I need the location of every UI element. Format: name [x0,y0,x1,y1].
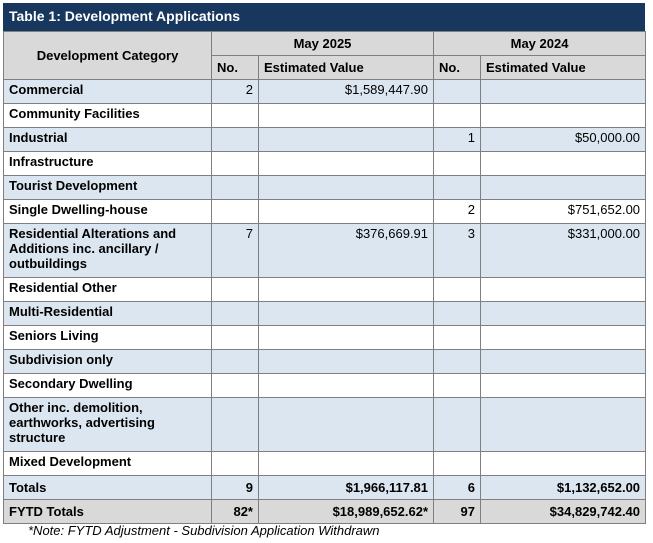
table-row [4,80,646,104]
row-no-2024 [434,374,481,398]
row-no-2025: 2 [212,80,259,104]
header-development-category: Development Category [4,32,212,80]
row-no-2024 [434,350,481,374]
row-category: Infrastructure [4,152,212,176]
row-value-2025 [259,452,434,476]
row-no-2024 [434,452,481,476]
row-no-2025 [212,278,259,302]
row-no-2025 [212,128,259,152]
row-category: Seniors Living [4,326,212,350]
table-title: Table 1: Development Applications [3,3,645,31]
fytd-no-2025: 82* [212,500,259,524]
table-row [4,278,646,302]
row-value-2024 [481,326,646,350]
totals-value-2024: $1,132,652.00 [481,476,646,500]
row-value-2025 [259,374,434,398]
row-no-2024 [434,104,481,128]
row-value-2024 [481,104,646,128]
row-no-2024 [434,80,481,104]
row-no-2024 [434,152,481,176]
header-period-may-2024: May 2024 [434,32,646,56]
row-no-2025 [212,176,259,200]
row-value-2024: $331,000.00 [481,224,646,278]
row-value-2025 [259,128,434,152]
row-value-2024 [481,452,646,476]
fytd-value-2025: $18,989,652.62* [259,500,434,524]
row-value-2024 [481,398,646,452]
row-no-2024 [434,326,481,350]
row-no-2024 [434,176,481,200]
row-value-2025 [259,350,434,374]
row-no-2025 [212,152,259,176]
table-row [4,452,646,476]
header-no-2025: No. [212,56,259,80]
totals-value-2025: $1,966,117.81 [259,476,434,500]
header-no-2024: No. [434,56,481,80]
table-row [4,374,646,398]
table-body [4,80,646,524]
row-value-2024 [481,278,646,302]
row-no-2025 [212,350,259,374]
fytd-label: FYTD Totals [4,500,212,524]
row-value-2025 [259,200,434,224]
row-no-2024: 2 [434,200,481,224]
table-row [4,398,646,452]
row-category: Tourist Development [4,176,212,200]
header-period-may-2025: May 2025 [212,32,434,56]
fytd-totals-row [4,500,646,524]
fytd-no-2024: 97 [434,500,481,524]
totals-no-2024: 6 [434,476,481,500]
table-row [4,302,646,326]
table-row [4,326,646,350]
row-no-2025 [212,200,259,224]
row-no-2025 [212,104,259,128]
totals-label: Totals [4,476,212,500]
row-category: Mixed Development [4,452,212,476]
row-category: Residential Alterations and Additions inc. ancillary / outbuildings [4,224,212,278]
row-category: Single Dwelling-house [4,200,212,224]
row-value-2024: $751,652.00 [481,200,646,224]
totals-row [4,476,646,500]
row-value-2025 [259,326,434,350]
row-no-2024: 3 [434,224,481,278]
row-category: Community Facilities [4,104,212,128]
row-no-2025 [212,326,259,350]
table-row [4,350,646,374]
row-category: Industrial [4,128,212,152]
row-value-2025 [259,152,434,176]
row-category: Residential Other [4,278,212,302]
row-no-2025 [212,374,259,398]
row-no-2024 [434,302,481,326]
row-value-2024 [481,176,646,200]
row-value-2025 [259,398,434,452]
header-value-2024: Estimated Value [481,56,646,80]
row-value-2025 [259,302,434,326]
row-category: Multi-Residential [4,302,212,326]
row-no-2024: 1 [434,128,481,152]
development-applications-table [3,31,646,524]
row-value-2024 [481,302,646,326]
row-no-2025: 7 [212,224,259,278]
row-value-2025 [259,176,434,200]
row-no-2025 [212,398,259,452]
row-value-2024 [481,374,646,398]
fytd-value-2024: $34,829,742.40 [481,500,646,524]
table-row [4,176,646,200]
table-row [4,200,646,224]
row-category: Commercial [4,80,212,104]
row-category: Other inc. demolition, earthworks, advertising structure [4,398,212,452]
row-value-2024 [481,350,646,374]
table-row [4,104,646,128]
row-no-2025 [212,302,259,326]
row-value-2024: $50,000.00 [481,128,646,152]
row-no-2024 [434,398,481,452]
row-value-2025 [259,104,434,128]
row-value-2025 [259,278,434,302]
footnote: *Note: FYTD Adjustment - Subdivision Application Withdrawn [28,523,380,538]
table-row [4,152,646,176]
row-category: Secondary Dwelling [4,374,212,398]
table-row [4,224,646,278]
table-row [4,128,646,152]
row-category: Subdivision only [4,350,212,374]
row-no-2025 [212,452,259,476]
header-value-2025: Estimated Value [259,56,434,80]
row-no-2024 [434,278,481,302]
row-value-2024 [481,152,646,176]
row-value-2025: $376,669.91 [259,224,434,278]
row-value-2024 [481,80,646,104]
totals-no-2025: 9 [212,476,259,500]
row-value-2025: $1,589,447.90 [259,80,434,104]
